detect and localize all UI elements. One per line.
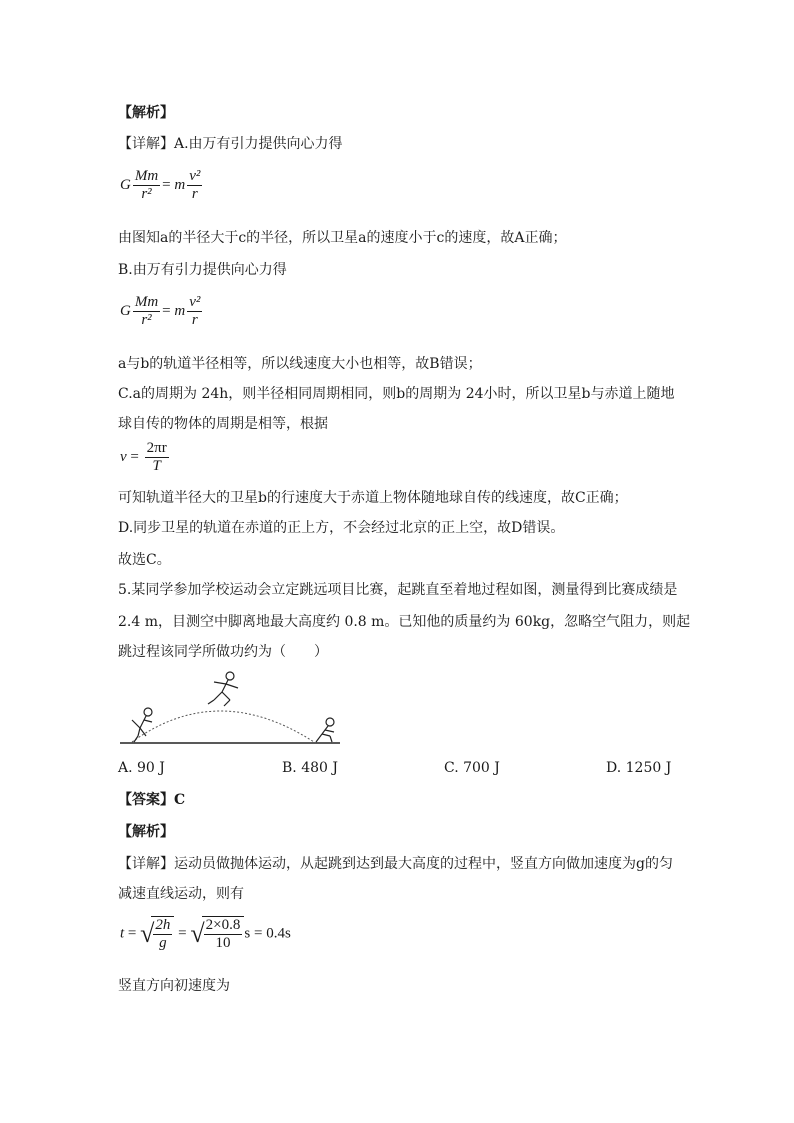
- jumper-midair-icon: [208, 672, 238, 706]
- answer-line: 【答案】C: [118, 792, 186, 808]
- a-conclusion: 由图知a的半径大于c的半径，所以卫星a的速度小于c的速度，故A正确；: [118, 230, 567, 246]
- option-c: C. 700 J: [444, 760, 500, 776]
- question-5-line-3: 跳过程该同学所做功约为（ ）: [118, 644, 328, 660]
- option-d: D. 1250 J: [606, 760, 672, 776]
- vertical-velocity-line: 竖直方向初速度为: [118, 978, 230, 994]
- detail-a: 【详解】A.由万有引力提供向心力得: [118, 136, 343, 152]
- question-5-line-1: 5.某同学参加学校运动会立定跳远项目比赛，起跳直至着地过程如图，测量得到比赛成绩是: [118, 582, 678, 598]
- equation-1: G $\frac{Mm}{\text{r²}}$ = m $\frac{\text{v²}}{r}$: [120, 168, 201, 202]
- detail-2-line-2: 减速直线运动，则有: [118, 886, 244, 902]
- question-5-line-2: 2.4 m，目测空中脚离地最大高度约 0.8 m。已知他的质量约为 60kg，忽略空气阻力，则起: [118, 614, 691, 630]
- b-conclusion: a与b的轨道半径相等，所以线速度大小也相等，故B错误；: [118, 356, 482, 372]
- detail-2-line-1: 【详解】运动员做抛体运动，从起跳到达到最大高度的过程中，竖直方向做加速度为g的匀: [118, 856, 673, 872]
- c-line-2: 球自传的物体的周期是相等，根据: [118, 416, 328, 432]
- equation-3: v = $\frac{2\pi r}{T}$: [120, 440, 167, 474]
- choose-line: 故选C。: [118, 552, 171, 568]
- equation-2: G $\frac{Mm}{\text{r²}}$ = m $\frac{\text{v²}}{r}$: [120, 294, 201, 328]
- c-line-1: C.a的周期为 24h，则半径相同周期相同，则b的周期为 24小时，所以卫星b与赤道上随地: [118, 386, 675, 402]
- option-b: B. 480 J: [282, 760, 338, 776]
- analysis-heading-2: 【解析】: [118, 824, 174, 840]
- jumper-landing-icon: [316, 718, 334, 742]
- b-intro: B.由万有引力提供向心力得: [118, 262, 287, 278]
- analysis-heading: 【解析】: [118, 105, 174, 121]
- option-a: A. 90 J: [118, 760, 165, 776]
- equation-time: t = √ $\frac{2h}{g}$ = √ $\frac{2\times 0.8}{10}$ s = 0.4s: [120, 917, 291, 951]
- jump-trajectory: [132, 711, 314, 742]
- c-conclusion: 可知轨道半径大的卫星b的行速度大于赤道上物体随地球自传的线速度，故C正确；: [118, 490, 628, 506]
- long-jump-figure: [118, 670, 348, 748]
- d-line: D.同步卫星的轨道在赤道的正上方，不会经过北京的正上空，故D错误。: [118, 520, 565, 536]
- jumper-takeoff-icon: [132, 708, 152, 742]
